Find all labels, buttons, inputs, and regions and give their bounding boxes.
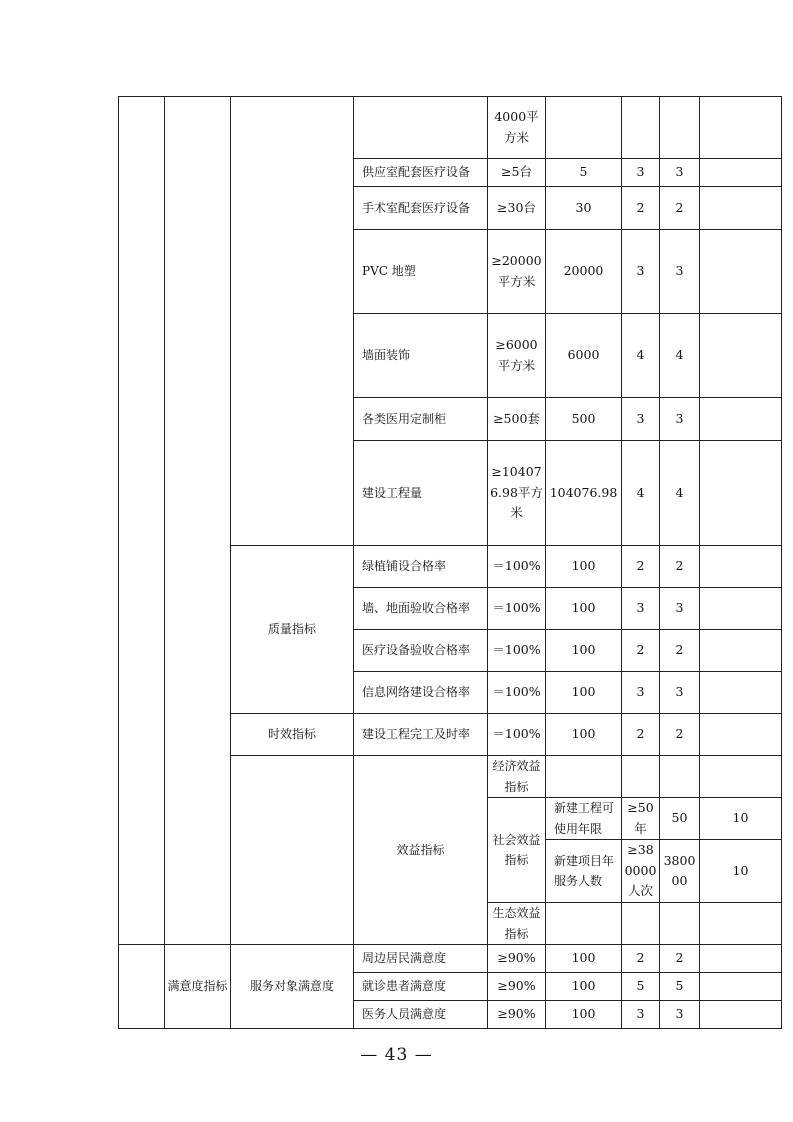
level3-indicator: 医务人员满意度 <box>354 1001 488 1029</box>
weight-value: 2 <box>622 714 660 756</box>
actual-value <box>660 903 700 945</box>
remark-cell <box>700 546 782 588</box>
target-value: ≥104076.98平方米 <box>488 441 546 546</box>
actual-value: 6000 <box>546 314 622 398</box>
actual-value: 5 <box>546 159 622 187</box>
remark-cell <box>700 1001 782 1029</box>
level1-satisfaction: 满意度指标 <box>165 945 231 1029</box>
remark-cell <box>700 187 782 230</box>
level3-indicator: 墙面装饰 <box>354 314 488 398</box>
actual-value: 20000 <box>546 230 622 314</box>
level3-indicator: 各类医用定制柜 <box>354 398 488 441</box>
score-value: 4 <box>660 441 700 546</box>
score-value: 5 <box>660 973 700 1001</box>
actual-value: 30 <box>546 187 622 230</box>
remark-cell <box>700 230 782 314</box>
weight-value <box>700 903 782 945</box>
level3-indicator: 周边居民满意度 <box>354 945 488 973</box>
actual-value: 100 <box>546 630 622 672</box>
level2-economic: 经济效益指标 <box>488 756 546 798</box>
target-value: ＝100% <box>488 714 546 756</box>
weight-value: 3 <box>622 588 660 630</box>
level1-cont-cell <box>165 97 231 945</box>
level3-indicator: 新建工程可使用年限 <box>546 798 622 840</box>
weight-value: 2 <box>622 945 660 973</box>
target-value: ≥5台 <box>488 159 546 187</box>
target-value: ≥380000人次 <box>622 840 660 903</box>
weight-value: 2 <box>622 630 660 672</box>
level1-output-bottom-cell <box>231 756 354 945</box>
actual-value: 380000 <box>660 840 700 903</box>
target-value: ≥90% <box>488 945 546 973</box>
page-number: — 43 — <box>360 1045 433 1065</box>
actual-value: 100 <box>546 588 622 630</box>
score-value: 2 <box>660 630 700 672</box>
target-value: ≥6000平方米 <box>488 314 546 398</box>
level3-indicator: 医疗设备验收合格率 <box>354 630 488 672</box>
remark-cell <box>700 973 782 1001</box>
remark-cell <box>700 945 782 973</box>
target-value: ≥50年 <box>622 798 660 840</box>
weight-value: 2 <box>622 187 660 230</box>
level2-service-satisfaction: 服务对象满意度 <box>231 945 354 1029</box>
level2-quantity-cont-cell <box>231 97 354 546</box>
target-value: ≥90% <box>488 1001 546 1029</box>
level3-indicator: 就诊患者满意度 <box>354 973 488 1001</box>
level1-output-cell <box>119 97 165 945</box>
actual-value: 104076.98 <box>546 441 622 546</box>
remark-cell <box>700 159 782 187</box>
score-value: 2 <box>660 546 700 588</box>
table-row <box>119 945 782 973</box>
remark-cell <box>700 588 782 630</box>
target-value: ＝100% <box>488 546 546 588</box>
level3-indicator: 建设工程量 <box>354 441 488 546</box>
target-value: ≥20000平方米 <box>488 230 546 314</box>
score-value: 3 <box>660 398 700 441</box>
actual-value: 100 <box>546 546 622 588</box>
level2-timeliness: 时效指标 <box>231 714 354 756</box>
score-value <box>660 97 700 159</box>
level3-indicator <box>546 756 622 798</box>
level3-indicator: 墙、地面验收合格率 <box>354 588 488 630</box>
score-value: 3 <box>660 672 700 714</box>
level3-indicator: PVC 地塑 <box>354 230 488 314</box>
remark-cell <box>700 672 782 714</box>
weight-value: 2 <box>622 546 660 588</box>
level3-indicator <box>354 97 488 159</box>
weight-value: 10 <box>700 840 782 903</box>
target-value: ≥30台 <box>488 187 546 230</box>
weight-value: 5 <box>622 973 660 1001</box>
level3-indicator: 建设工程完工及时率 <box>354 714 488 756</box>
score-value: 3 <box>660 588 700 630</box>
remark-cell <box>700 630 782 672</box>
remark-cell <box>700 97 782 159</box>
remark-cell <box>700 398 782 441</box>
weight-value: 3 <box>622 398 660 441</box>
weight-value: 3 <box>622 159 660 187</box>
level2-social: 社会效益指标 <box>488 798 546 903</box>
actual-value: 500 <box>546 398 622 441</box>
actual-value: 100 <box>546 672 622 714</box>
weight-value: 3 <box>622 1001 660 1029</box>
actual-value: 100 <box>546 1001 622 1029</box>
target-value: ＝100% <box>488 588 546 630</box>
level3-indicator: 供应室配套医疗设备 <box>354 159 488 187</box>
level3-indicator: 信息网络建设合格率 <box>354 672 488 714</box>
level1-output-bottom-cell <box>119 945 165 1029</box>
target-value: ≥90% <box>488 973 546 1001</box>
weight-value <box>622 97 660 159</box>
remark-cell <box>700 441 782 546</box>
remark-cell <box>700 314 782 398</box>
level1-benefit: 效益指标 <box>354 756 488 945</box>
score-value: 2 <box>660 714 700 756</box>
remark-cell <box>700 714 782 756</box>
score-value: 2 <box>660 945 700 973</box>
level3-indicator: 手术室配套医疗设备 <box>354 187 488 230</box>
score-value: 3 <box>660 1001 700 1029</box>
weight-value: 4 <box>622 441 660 546</box>
score-value: 3 <box>660 230 700 314</box>
score-value: 3 <box>660 159 700 187</box>
weight-value: 3 <box>622 672 660 714</box>
table-row <box>119 97 782 159</box>
score-value: 4 <box>660 314 700 398</box>
actual-value: 100 <box>546 714 622 756</box>
actual-value <box>660 756 700 798</box>
target-value <box>622 903 660 945</box>
weight-value: 10 <box>700 798 782 840</box>
actual-value <box>546 97 622 159</box>
weight-value: 3 <box>622 230 660 314</box>
target-value <box>622 756 660 798</box>
performance-indicator-table <box>118 96 782 1029</box>
target-value: ≥500套 <box>488 398 546 441</box>
score-value: 2 <box>660 187 700 230</box>
target-value: 4000平方米 <box>488 97 546 159</box>
weight-value: 4 <box>622 314 660 398</box>
actual-value: 50 <box>660 798 700 840</box>
actual-value: 100 <box>546 945 622 973</box>
level3-indicator: 新建项目年服务人数 <box>546 840 622 903</box>
level3-indicator: 绿植铺设合格率 <box>354 546 488 588</box>
level2-ecological: 生态效益指标 <box>488 903 546 945</box>
level2-quality: 质量指标 <box>231 546 354 714</box>
level3-indicator <box>546 903 622 945</box>
weight-value <box>700 756 782 798</box>
target-value: ＝100% <box>488 630 546 672</box>
target-value: ＝100% <box>488 672 546 714</box>
actual-value: 100 <box>546 973 622 1001</box>
